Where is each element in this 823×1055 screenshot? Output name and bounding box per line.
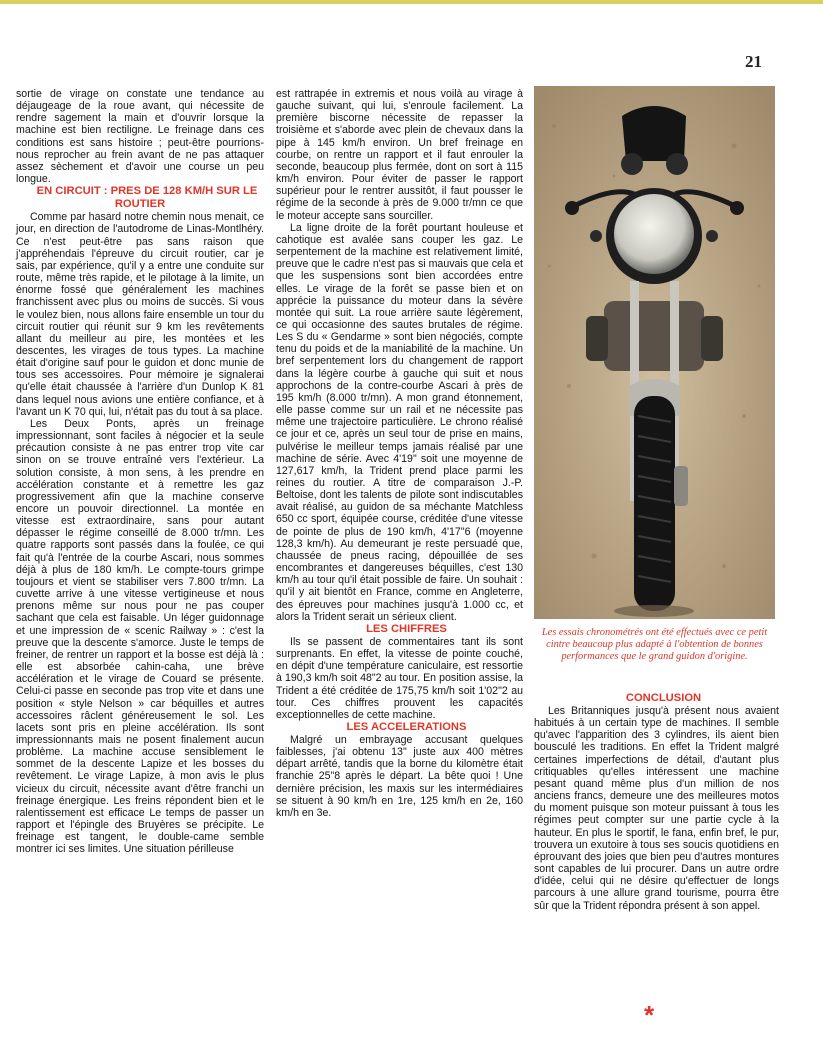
section-heading-chiffres: LES CHIFFRES [366, 622, 447, 635]
paragraph: Comme par hasard notre chemin nous menait, ce jour, en direction de l'autodrome de Linas-Montlhéry. Ce n'est peut-être pas sans raison que j'appréhendais l'épreuve du circuit routier, car je sais, par expérience, qu'il y a entre une conduite sur route, même très rapide, et le pilotage à la limite, un énorme fossé que généralement les machines franchissent avec plus ou moins de succès. Si vous le voulez bien, nous allons faire ensemble un tour du circuit routier qui réunit sur 9 km les revêtements allant du meilleur au pire, les montées et les descentes, les virages de tous types. La machine était d'origine sauf pour le guidon et donc munie de tous ses accessoires. Pour mémoire je signalerai qu'elle était chaussée à l'arrière d'un Dunlop K 81 dans lequel nous avions une entière confiance, et à l'avant un K 70 qui, lui, n'était pas du tout à sa place. [16, 211, 264, 418]
paragraph: sortie de virage on constate une tendance au déjaugeage de la roue avant, qui nécessite de rendre sagement la main et d'ouvrir lorsque la machine est bien rectiligne. Le freinage dans ces conditions est sans histoire ; peut-être pourrions-nous reprocher au frein avant de ne pas attaquer assez sèchement et d'avoir une course un peu longue. [16, 88, 264, 186]
text-column-1 [16, 88, 264, 856]
motorcycle-front-view-image [534, 86, 775, 619]
top-edge-rule [0, 0, 823, 4]
paragraph: La ligne droite de la forêt pourtant houleuse et cahotique est avalée sans couper les gaz. Le serpentement de la machine est relativement limité, preuve que le cadre n'est pas si mauvais que cela et que les suspensions sont bien accordées entre elles. Le virage de la forêt se passe bien et on apprécie la puissance du moteur dans la sévère montée qui suit. La roue arrière saute légèrement, ce qui occasionne des sautes brutales de régime. Les S du « Gendarme » sont bien négociés, compte tenu du poids et de la maniabilité de la machine. Un bref serpentement lors du changement de rapport dans la légère courbe à gauche qui suit et nous approchons de la contre-courbe Ascari à près de 195 km/h (8.000 tr/mn). A mon grand étonnement, elle passe comme sur un rail et ne nécessite pas même une trajectoire particulière. Le chrono réalisé ce jour et ce, après un seul tour de prise en mains, pulvérise le meilleur temps jamais réalisé par une machine de série. Avec 4'19" soit une moyenne de 127,617 km/h, la Trident prend place parmi les reines du routier. A titre de comparaison J.-P. Beltoise, dont les talents de pilote sont indiscutables avait réalisé, au guidon de sa méchante Matchless 650 cc sport, équipée course, créditée d'une vitesse de pointe de plus de 190 km/h, 4'17"6 (moyenne 128,3 km/h). Au demeurant je reste persuadé que, chaussée de pneus racing, dépouillée de ses encombrantes et dangereuses béquilles, c'est 130 km/h au tour qu'il était possible de faire. Un souhait : qu'il y ait bientôt en France, comme en Angleterre, des épreuves pour machines jusqu'à 1.000 cc, et alors la Trident serait un sérieux client. [276, 221, 523, 623]
section-heading-conclusion: CONCLUSION [625, 692, 702, 704]
paragraph: Malgré un embrayage accusant quelques faiblesses, j'ai obtenu 13" juste aux 400 mètres départ arrêté, tandis que la borne du kilomètre était franchie 25"8 après le départ. La bête quoi ! Une dernière précision, les maxis sur les intermédiaires se situent à 90 km/h en 1re, 125 km/h en 2e, 160 km/h en 3e. [276, 733, 523, 819]
text-column-3 [534, 692, 779, 912]
paragraph: Les Britanniques jusqu'à présent nous avaient habitués à un certain type de machines. Il semble qu'avec l'apparition des 3 cylindres, ils aient bien bousculé les traditions. En effet la Trident malgré certaines imperfections de détail, d'autant plus critiquables qu'elles intéressent une machine pesant quand même plus d'un million de nos anciens francs, demeure une des meilleures motos du moment puisque son moteur puissant à tous les régimes peut compter sur une partie cycle à la hauteur. En plus le sportif, le fana, enfin bref, le pur, trouvera un exutoire à tous ses soucis quotidiens en éprouvant des joies que bien peu d'autres montures sont capables de lui procurer. Dans un autre ordre d'idée, celui qui ne désire qu'effectuer de longs parcours à une allure grand tourisme, pourra être sûr que la Trident répondra présent à son appel. [534, 705, 779, 912]
section-heading-accelerations: LES ACCELERATIONS [346, 720, 467, 733]
motorcycle-photo [534, 86, 775, 619]
page-number: 21 [745, 52, 762, 71]
paragraph: Les Deux Ponts, après un freinage impressionnant, sont faciles à négocier et la seule précaution consiste à ne pas entrer trop vite car sinon on se trouve entraîné vers l'extérieur. La solution consiste, à mon sens, à les prendre en accélération constante et à remettre les gaz progressivement afin que la machine conserve encore un pouvoir directionnel. La montée en vitesse est extraordinaire, sans pour autant dépasser le régime conseillé de 8.000 tr/mn. Les quatre rapports sont passés dans la foulée, ce qui fait qu'à l'entrée de la courbe Ascari, nous sommes déjà à plus de 180 km/h. Le compte-tours grimpe toujours et vient se stabiliser vers 7.800 tr/mn. La cuvette arrive à une vitesse vertigineuse et nous prenons même sur nous pour ne pas couper sachant que cela est faisable. Un léger guidonnage et une impression de « scenic Railway » : c'est la preuve que la descente s'amorce. Juste le temps de freiner, de rentrer un rapport et la bosse est déjà là : elle est absorbée cahin-caha, une brève accélération et le virage de Couard se présente. Celui-ci passe en seconde pas trop vite et dans une position « style Nelson » car béquilles et autres accessoires râclent généreusement le sol. Les lacets sont pris en pleine accélération. Ils sont impressionnants mais ne posent finalement aucun problème. La machine accuse sensiblement le sommet de la descente Lapize et les bosses du revêtement. Le virage Lapize, à mon avis le plus vicieux du circuit, nécessite avant d'être franchi un freinage énergique. Les freins répondent bien et le ralentissement est efficace Le temps de passer un rapport et l'épingle des Bruyères se précipite. Le freinage est tangent, le double-came semble montrer ici ses limites. Une situation périlleuse [16, 417, 264, 856]
section-heading-circuit: EN CIRCUIT : PRES DE 128 KM/H SUR LE ROUTIER [36, 185, 258, 211]
end-of-article-asterisk: * [644, 1000, 655, 1030]
paragraph: est rattrapée in extremis et nous voilà au virage à gauche suivant, qui lui, s'enroule facilement. La première biscorne nécessite de repasser la troisième et s'aborde avec plein de chevaux dans la pipe à 145 km/h environ. Un bref freinage en courbe, on rentre un rapport et il faut enrouler la seconde, beaucoup plus fermée, dont on sort à 115 km/h environ. Pour éviter de passer le rapport supérieur pour le rentrer aussitôt, il faut pousser le régime de la seconde à près de 9.000 tr/mn ce que le moteur accepte sans sourciller. [276, 88, 523, 222]
photo-caption: Les essais chronométrés ont été effectués avec ce petit cintre beaucoup plus adapté à l'obtention de bonnes performances que le grand guidon d'origine. [541, 627, 768, 663]
paragraph: Ils se passent de commentaires tant ils sont surprenants. En effet, la vitesse de pointe couché, en dépit d'une température caniculaire, est ressortie à 190,3 km/h soit 48"2 au tour. En position assise, la Trident a été créditée de 175,75 km/h soit 1'02"2 au tour. Ces chiffres prouvent les capacités exceptionnelles de cette machine. [276, 635, 523, 721]
text-column-2 [276, 88, 523, 819]
